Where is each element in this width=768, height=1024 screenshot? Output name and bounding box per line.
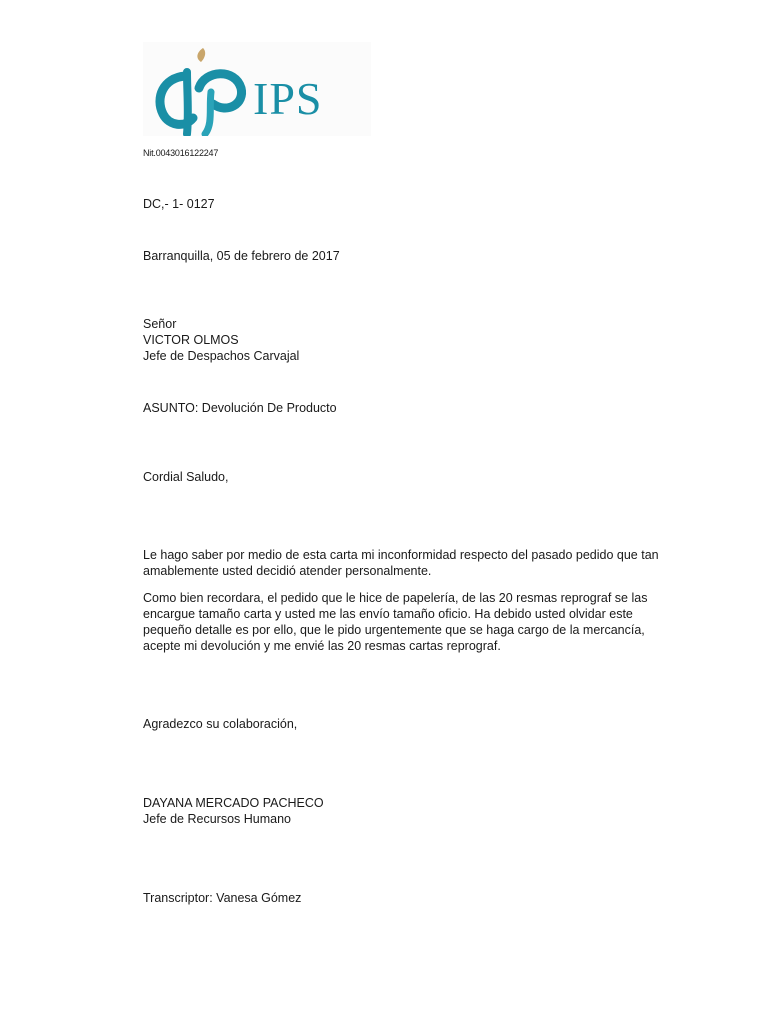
logo-ribbon-right (199, 74, 242, 108)
logo-text: IPS (253, 73, 323, 124)
body-paragraph-1 (143, 547, 703, 579)
logo-ribbon-stem (187, 72, 188, 134)
logo-flame-icon (197, 48, 205, 62)
closing-line: Agradezco su colaboración, (143, 717, 298, 731)
body-line: pequeño detalle es por ello, que le pido urgentemente que se haga cargo de la mercancía, (143, 623, 645, 637)
signature-position: Jefe de Recursos Humano (143, 812, 291, 826)
recipient-block (143, 316, 299, 364)
recipient-title: Señor (143, 317, 177, 331)
nit-number: Nit.0043016122247 (143, 148, 219, 158)
reference-code: DC,- 1- 0127 (143, 197, 215, 211)
ips-logo-graphic (143, 42, 371, 136)
place-date: Barranquilla, 05 de febrero de 2017 (143, 249, 340, 263)
signature-block (143, 795, 324, 827)
company-logo (143, 42, 371, 136)
body-line: amablemente usted decidió atender personalmente. (143, 564, 432, 578)
body-line: Como bien recordara, el pedido que le hice de papelería, de las 20 resmas reprograf se las (143, 591, 648, 605)
body-line: Le hago saber por medio de esta carta mi inconformidad respecto del pasado pedido que tan (143, 548, 659, 562)
body-paragraph-2 (143, 590, 703, 654)
transcriptor-line: Transcriptor: Vanesa Gómez (143, 891, 302, 905)
logo-ribbon-tail (205, 92, 211, 134)
body-line: acepte mi devolución y me envié las 20 resmas cartas reprograf. (143, 639, 501, 653)
subject-line: ASUNTO: Devolución De Producto (143, 401, 337, 415)
signature-name: DAYANA MERCADO PACHECO (143, 796, 324, 810)
greeting: Cordial Saludo, (143, 470, 229, 484)
recipient-name: VICTOR OLMOS (143, 333, 239, 347)
recipient-position: Jefe de Despachos Carvajal (143, 349, 300, 363)
body-line: encargue tamaño carta y usted me las envío tamaño oficio. Ha debido usted olvidar este (143, 607, 633, 621)
